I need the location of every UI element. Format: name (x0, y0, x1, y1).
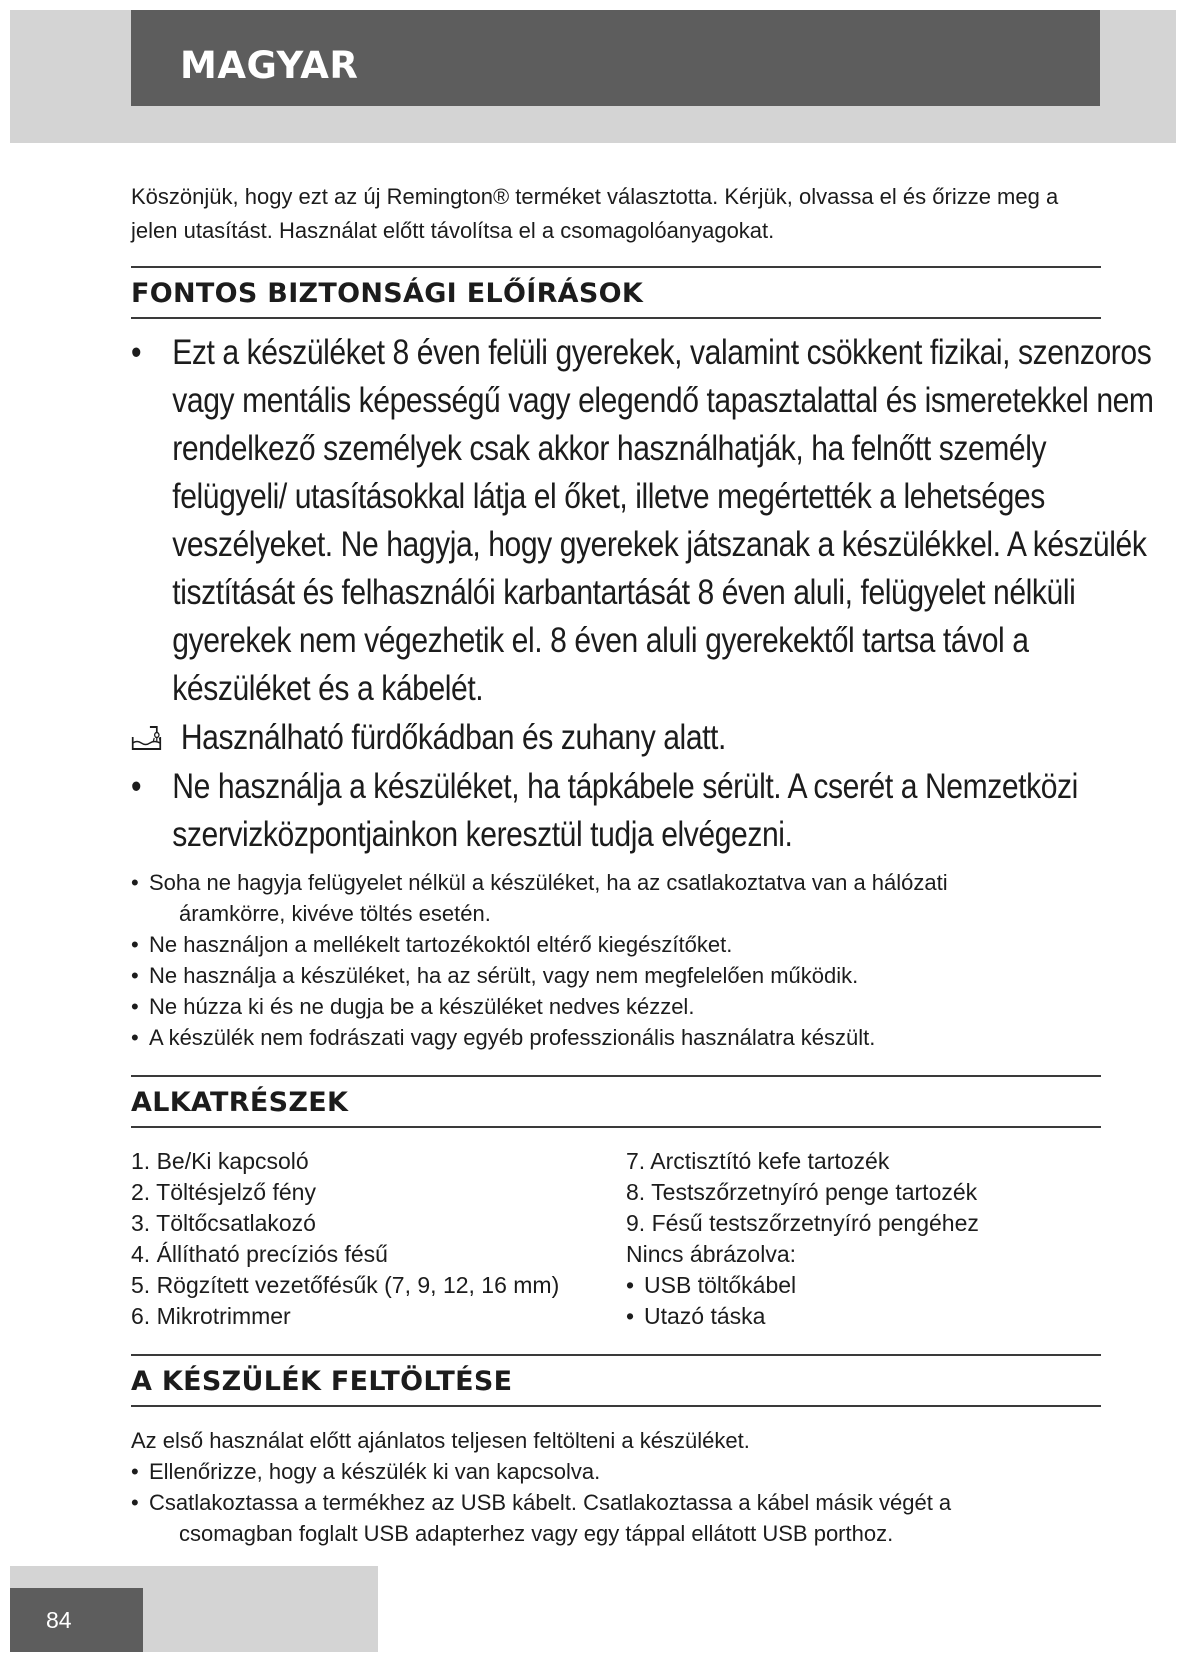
charging-heading: A KÉSZÜLÉK FELTÖLTÉSE (131, 1354, 1101, 1407)
bath-shower-icon (131, 723, 162, 753)
item-text: Ne használja a készüléket, ha tápkábele sérült. A cserét a Nemzetközi (172, 767, 1078, 806)
safety-heading: FONTOS BIZTONSÁGI ELŐÍRÁSOK (131, 266, 1101, 319)
part-item: 4. Állítható precíziós fésű (131, 1241, 388, 1267)
page-title: MAGYAR (180, 44, 359, 87)
bath-text: Használható fürdőkádban és zuhany alatt. (180, 718, 726, 757)
item-continuation: áramkörre, kivéve töltés esetén. (179, 901, 491, 926)
list-item (131, 763, 1161, 859)
safety-big-list (131, 329, 1154, 713)
item-continuation: vagy mentális képességű vagy elegendő tapasztalattal és ismeretekkel nem rendelkező személyek csak akkor használhatják, ha felnőtt személy felügyeli/ utasításokkal látja el őket, illetve megértették a lehetséges veszélyeket. Ne hagyja, hogy gyerekek játszanak a készülékkel. A készülék tisztítását és felhasználói karbantartását 8 éven aluli, felügyelet nélküli gyerekek nem végezhetik el. 8 éven aluli gyerekektől tartsa távol a készüléket és a kábelét. (172, 381, 1154, 708)
bullet: • (131, 932, 139, 957)
list-item (131, 329, 1161, 713)
intro-paragraph: Köszönjük, hogy ezt az új Remington® terméket választotta. Kérjük, olvassa el és őrizze meg a jelen utasítást. Használat előtt távolítsa el a csomagolóanyagokat. (131, 184, 1059, 243)
item-text: Ne húzza ki és ne dugja be a készüléket nedves kézzel. (149, 994, 695, 1019)
bullet: • (131, 1490, 139, 1515)
list-item (131, 960, 1101, 991)
bullet: • (626, 1303, 635, 1329)
list-item (131, 867, 1101, 929)
safety-small-list (131, 867, 1101, 1053)
item-text: Ne használja a készüléket, ha az sérült, vagy nem megfelelően működik. (149, 963, 859, 988)
part-item: 9. Fésű testszőrzetnyíró pengéhez (626, 1210, 979, 1236)
item-text: Csatlakoztassa a termékhez az USB kábelt. Csatlakoztassa a kábel másik végét a (149, 1490, 952, 1515)
list-item (131, 1487, 1101, 1549)
part-item: 8. Testszőrzetnyíró penge tartozék (626, 1179, 978, 1205)
part-item: 3. Töltőcsatlakozó (131, 1210, 316, 1236)
list-item (131, 991, 1101, 1022)
list-item (131, 1022, 1101, 1053)
list-item (131, 929, 1101, 960)
list-item (131, 1456, 1101, 1487)
not-shown-item (626, 1301, 979, 1332)
parts-list (131, 1146, 1101, 1332)
part-item: 2. Töltésjelző fény (131, 1179, 316, 1205)
page-number: 84 (10, 1588, 143, 1652)
item-text: Utazó táska (644, 1303, 766, 1329)
safety-big-list-2 (131, 763, 1101, 859)
parts-heading: ALKATRÉSZEK (131, 1075, 1101, 1128)
item-continuation: csomagban foglalt USB adapterhez vagy egy táppal ellátott USB porthoz. (179, 1521, 894, 1546)
item-text: Ezt a készüléket 8 éven felüli gyerekek, valamint csökkent fizikai, szenzoros (172, 333, 1152, 372)
part-item: 1. Be/Ki kapcsoló (131, 1148, 309, 1174)
item-text: A készülék nem fodrászati vagy egyéb professzionális használatra készült. (149, 1025, 876, 1050)
item-text: Ne használjon a mellékelt tartozékoktól eltérő kiegészítőket. (149, 932, 733, 957)
parts-column-left (131, 1146, 626, 1332)
bullet: • (131, 994, 139, 1019)
bullet: • (131, 1459, 139, 1484)
manual-content (131, 180, 1154, 1571)
item-text: Soha ne hagyja felügyelet nélkül a készüléket, ha az csatlakoztatva van a hálózati (149, 870, 948, 895)
parts-column-right (626, 1146, 979, 1332)
item-text: Ellenőrizze, hogy a készülék ki van kapcsolva. (149, 1459, 601, 1484)
bullet: • (131, 870, 139, 895)
not-shown-label: Nincs ábrázolva: (626, 1241, 797, 1267)
charging-intro: Az első használat előtt ajánlatos teljesen feltölteni a készüléket. (131, 1428, 750, 1453)
item-continuation: szervizközpontjainkon keresztül tudja elvégezni. (172, 815, 793, 854)
bullet: • (131, 963, 139, 988)
bullet: • (626, 1272, 635, 1298)
part-item: 5. Rögzített vezetőfésűk (7, 9, 12, 16 mm) (131, 1272, 560, 1298)
charging-list (131, 1456, 1101, 1549)
part-item: 7. Arctisztító kefe tartozék (626, 1148, 890, 1174)
not-shown-item (626, 1270, 979, 1301)
bath-shower-line (131, 713, 1120, 763)
bullet: • (131, 1025, 139, 1050)
bullet: • (131, 767, 142, 806)
part-item: 6. Mikrotrimmer (131, 1303, 291, 1329)
item-text: USB töltőkábel (644, 1272, 797, 1298)
bullet: • (131, 333, 142, 372)
